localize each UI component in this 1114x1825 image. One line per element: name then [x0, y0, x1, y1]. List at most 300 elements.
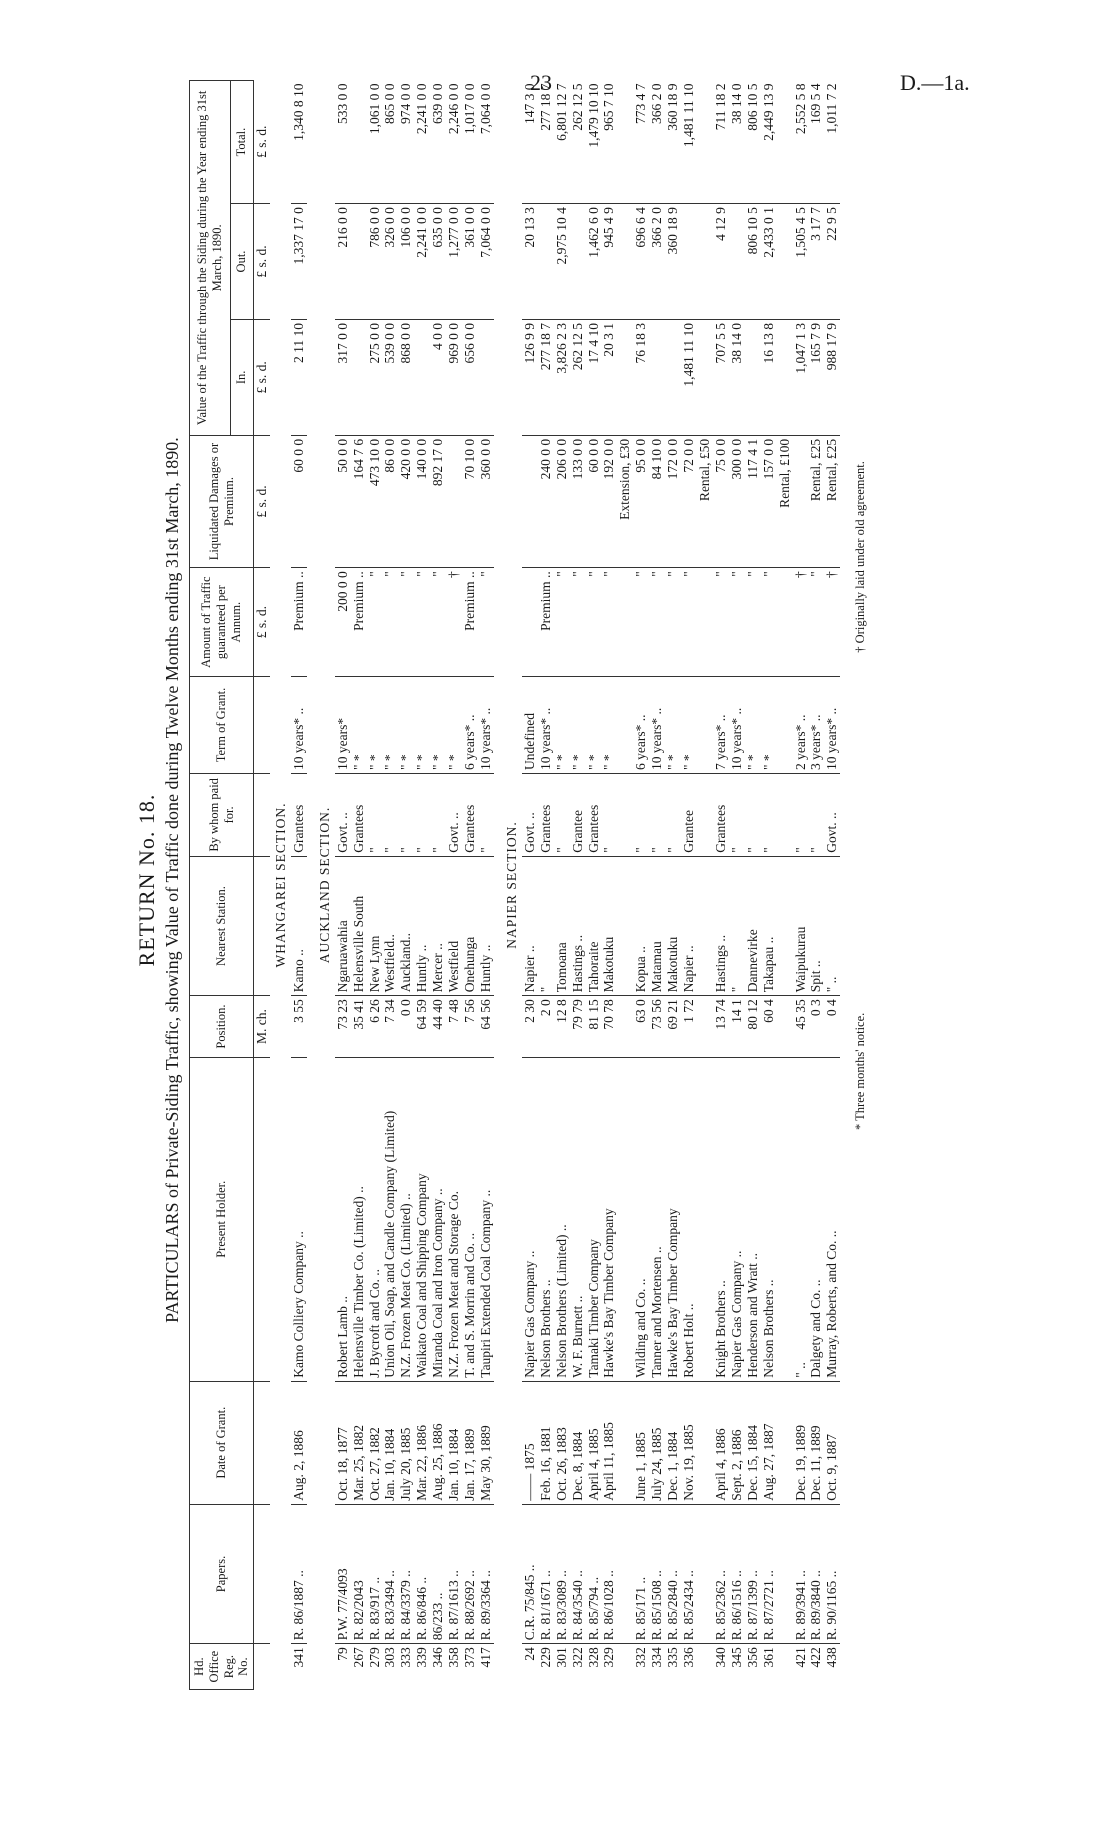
col-station: Nearest Station. — [190, 856, 254, 996]
cell-station: Tomoana — [554, 856, 570, 996]
cell-station: " — [729, 856, 745, 996]
cell-amount: " — [681, 568, 697, 677]
cell-reg — [777, 1644, 793, 1690]
cell-reg: 267 — [350, 1647, 366, 1668]
cell-damages — [522, 435, 538, 567]
return-table — [189, 80, 847, 1690]
cell-station: Waipukurau — [793, 856, 809, 996]
cell-in — [745, 319, 761, 435]
cell-in: 277 18 7 — [538, 319, 554, 435]
table-row — [808, 81, 824, 1690]
cell-holder: Nelson Brothers .. — [538, 1057, 554, 1381]
cell-holder: Tanner and Mortensen .. — [649, 1057, 665, 1381]
return-title: RETURN No. 18. — [134, 793, 159, 967]
table-row — [617, 81, 633, 1690]
cell-amount: " — [808, 568, 824, 677]
footnotes — [853, 70, 868, 1690]
cell-total: 7,064 0 0 — [478, 81, 494, 204]
cell-reg: 417 — [477, 1647, 493, 1668]
cell-in: 539 0 0 — [382, 319, 398, 435]
section-title: AUCKLAND SECTION. — [316, 806, 332, 964]
cell-pos: 64 56 — [478, 996, 494, 1057]
cell-amount: Premium .. — [462, 568, 478, 677]
cell-damages — [793, 435, 809, 567]
cell-term: " * — [398, 677, 414, 774]
cell-pos: 64 59 — [414, 996, 430, 1057]
col-papers: Papers. — [190, 1504, 254, 1644]
cell-station: Helensville South — [351, 856, 367, 996]
cell-term: " * — [665, 677, 681, 774]
cell-reg: 421 — [792, 1647, 808, 1668]
cell-holder: Robert Lamb .. — [335, 1057, 351, 1381]
cell-in: 317 0 0 — [335, 319, 351, 435]
cell-pos: 13 74 — [713, 996, 729, 1057]
cell-pos: 69 21 — [665, 996, 681, 1057]
cell-papers: R. 83/3494 .. — [382, 1504, 398, 1644]
cell-paid: " — [367, 773, 383, 856]
cell-pos: 63 0 — [633, 996, 649, 1057]
cell-damages: Rental, £25 — [808, 435, 824, 567]
cell-term: " * — [554, 677, 570, 774]
table-row — [446, 81, 462, 1690]
cell-in — [351, 319, 367, 435]
cell-total: 1,011 7 2 — [824, 81, 840, 204]
cell-reg: 334 — [649, 1647, 665, 1668]
cell-reg — [697, 1644, 713, 1690]
table-row — [522, 81, 538, 1690]
gap-cell — [494, 81, 501, 1690]
table-row — [601, 81, 617, 1690]
cell-papers: C.R. 75/845 .. — [522, 1504, 538, 1644]
col-amount: Amount of Traffic guaranteed per Annum. — [190, 568, 254, 677]
cell-total: 6,801 12 7 — [554, 81, 570, 204]
cell-pos: 2 30 — [522, 996, 538, 1057]
cell-amount: " — [382, 568, 398, 677]
cell-reg: 332 — [633, 1647, 649, 1668]
cell-amount: † — [793, 568, 809, 677]
cell-pos: 7 56 — [462, 996, 478, 1057]
cell-papers: R. 89/3364 .. — [478, 1504, 494, 1644]
cell-paid — [617, 773, 633, 856]
cell-papers: R. 87/1399 .. — [745, 1504, 761, 1644]
cell-station: New Lynn — [367, 856, 383, 996]
cell-amount: " — [649, 568, 665, 677]
cell-paid: " — [398, 773, 414, 856]
cell-paid: Govt. .. — [824, 773, 840, 856]
cell-amount — [777, 568, 793, 677]
cell-paid: Govt. .. — [335, 773, 351, 856]
cell-papers: R. 85/2434 .. — [681, 1504, 697, 1644]
cell-holder: Knight Brothers .. — [713, 1057, 729, 1381]
cell-station: Makotuku — [665, 856, 681, 996]
cell-damages: 206 0 0 — [554, 435, 570, 567]
cell-holder: Union Oil, Soap, and Candle Company (Limited) — [382, 1057, 398, 1381]
cell-amount: Premium .. — [291, 568, 307, 677]
cell-papers: P.W. 77/4093 — [335, 1504, 351, 1644]
cell-term: " * — [761, 677, 777, 774]
table-row — [745, 81, 761, 1690]
cell-holder: Hawke's Bay Timber Company — [665, 1057, 681, 1381]
table-row — [382, 81, 398, 1690]
cell-date: Oct. 9, 1887 — [824, 1381, 840, 1504]
cell-amount: " — [633, 568, 649, 677]
cell-reg: 328 — [585, 1647, 601, 1668]
cell-in: 868 0 0 — [398, 319, 414, 435]
footnote-dagger: † Originally laid under old agreement. — [853, 461, 868, 653]
cell-damages: 84 10 0 — [649, 435, 665, 567]
cell-damages: 300 0 0 — [729, 435, 745, 567]
cell-in: 656 0 0 — [462, 319, 478, 435]
cell-date: Sept. 2, 1886 — [729, 1381, 745, 1504]
section-title: NAPIER SECTION. — [503, 821, 519, 949]
cell-pos: 0 0 — [398, 996, 414, 1057]
cell-date: Dec. 11, 1889 — [808, 1381, 824, 1504]
cell-papers: R. 89/3941 .. — [793, 1504, 809, 1644]
cell-damages: Extension, £30 — [617, 435, 633, 567]
section-heading — [501, 81, 522, 1690]
cell-in: 969 0 0 — [446, 319, 462, 435]
cell-total: 806 10 5 — [745, 81, 761, 204]
cell-pos: 0 4 — [824, 996, 840, 1057]
cell-reg: 24 — [521, 1647, 537, 1661]
table-row — [793, 81, 809, 1690]
cell-in — [617, 319, 633, 435]
cell-pos: 7 34 — [382, 996, 398, 1057]
cell-paid: Govt. .. — [446, 773, 462, 856]
cell-in — [697, 319, 713, 435]
cell-term: 10 years* .. — [824, 677, 840, 774]
cell-damages: 95 0 0 — [633, 435, 649, 567]
cell-paid: " — [430, 773, 446, 856]
cell-holder: J. Bycroft and Co. .. — [367, 1057, 383, 1381]
cell-in: 20 3 1 — [601, 319, 617, 435]
cell-term: 10 years* .. — [649, 677, 665, 774]
table-row — [351, 81, 367, 1690]
cell-damages: 60 0 0 — [586, 435, 602, 567]
cell-holder: Helensville Timber Co. (Limited) .. — [351, 1057, 367, 1381]
cell-papers — [777, 1504, 793, 1644]
cell-total: 711 18 2 — [713, 81, 729, 204]
cell-station: Onehunga — [462, 856, 478, 996]
cell-papers: R. 81/1671 .. — [538, 1504, 554, 1644]
cell-date: April 4, 1886 — [713, 1381, 729, 1504]
cell-amount: Premium .. — [351, 568, 367, 677]
cell-papers: R. 85/1508 .. — [649, 1504, 665, 1644]
cell-term: 7 years* .. — [713, 677, 729, 774]
cell-holder: Murray, Roberts, and Co. .. — [824, 1057, 840, 1381]
cell-station: Westfield.. — [382, 856, 398, 996]
cell-term: " * — [586, 677, 602, 774]
col-date: Date of Grant. — [190, 1381, 254, 1504]
table-row — [824, 81, 840, 1690]
cell-out: 1,337 17 0 — [291, 204, 307, 320]
table-row — [570, 81, 586, 1690]
cell-pos: 73 23 — [335, 996, 351, 1057]
cell-holder: Hawke's Bay Timber Company — [601, 1057, 617, 1381]
cell-paid: " — [554, 773, 570, 856]
cell-total: 639 0 0 — [430, 81, 446, 204]
cell-out: 1,505 4 5 — [793, 204, 809, 320]
table-row — [649, 81, 665, 1690]
cell-damages: 192 0 0 — [601, 435, 617, 567]
cell-date: Dec. 15, 1884 — [745, 1381, 761, 1504]
table-row — [586, 81, 602, 1690]
cell-out: 2,433 0 1 — [761, 204, 777, 320]
cell-pos: 1 72 — [681, 996, 697, 1057]
cell-damages: 360 0 0 — [478, 435, 494, 567]
cell-papers: R. 84/3379 .. — [398, 1504, 414, 1644]
cell-pos: 2 0 — [538, 996, 554, 1057]
cell-papers: R. 86/1516 .. — [729, 1504, 745, 1644]
cell-amount: " — [745, 568, 761, 677]
cell-in: 76 18 3 — [633, 319, 649, 435]
col-out: Out. — [230, 204, 253, 320]
cell-papers: R. 85/2362 .. — [713, 1504, 729, 1644]
cell-in: 17 4 10 — [586, 319, 602, 435]
cell-damages: 473 10 0 — [367, 435, 383, 567]
cell-reg: 358 — [446, 1647, 462, 1668]
cell-amount — [522, 568, 538, 677]
cell-papers: R. 86/1887 .. — [291, 1504, 307, 1644]
cell-damages: 86 0 0 — [382, 435, 398, 567]
cell-reg: 229 — [537, 1647, 553, 1668]
cell-out: 216 0 0 — [335, 204, 351, 320]
cell-paid: Grantees — [713, 773, 729, 856]
cell-paid: " — [793, 773, 809, 856]
cell-damages: 75 0 0 — [713, 435, 729, 567]
cell-station: Ngaruawahia — [335, 856, 351, 996]
cell-paid — [697, 773, 713, 856]
cell-amount: " — [761, 568, 777, 677]
cell-reg: 373 — [462, 1647, 478, 1668]
cell-reg: 322 — [569, 1647, 585, 1668]
cell-holder: Wilding and Co. .. — [633, 1057, 649, 1381]
cell-holder: Tamaki Timber Company — [586, 1057, 602, 1381]
cell-total: 277 18 7 — [538, 81, 554, 204]
cell-reg: 303 — [382, 1647, 398, 1668]
cell-reg: 438 — [824, 1647, 840, 1668]
cell-paid: " — [414, 773, 430, 856]
cell-out: 361 0 0 — [462, 204, 478, 320]
cell-total: 2,552 5 8 — [793, 81, 809, 204]
cell-papers: 86/233 .. — [430, 1504, 446, 1644]
cell-station: Kamo .. — [291, 856, 307, 996]
cell-in: 4 0 0 — [430, 319, 446, 435]
table-row — [538, 81, 554, 1690]
cell-paid: " — [601, 773, 617, 856]
cell-date: May 30, 1889 — [478, 1381, 494, 1504]
cell-date: Mar. 25, 1882 — [351, 1381, 367, 1504]
cell-term: Undefined — [522, 677, 538, 774]
cell-out: 1,462 6 0 — [586, 204, 602, 320]
unit-position: M. ch. — [254, 996, 270, 1057]
cell-reg — [617, 1644, 633, 1690]
col-total: Total. — [230, 81, 253, 204]
cell-term: " * — [382, 677, 398, 774]
cell-reg: 301 — [553, 1647, 569, 1668]
cell-reg: 279 — [366, 1647, 382, 1668]
cell-date — [697, 1381, 713, 1504]
section-gap — [307, 81, 314, 1690]
cell-pos — [617, 996, 633, 1057]
cell-pos: 7 48 — [446, 996, 462, 1057]
cell-papers: R. 87/1613 .. — [446, 1504, 462, 1644]
cell-holder: Nelson Brothers .. — [761, 1057, 777, 1381]
cell-paid: Grantee — [681, 773, 697, 856]
cell-term: 2 years* .. — [793, 677, 809, 774]
cell-out: 326 0 0 — [382, 204, 398, 320]
cell-holder: " .. — [793, 1057, 809, 1381]
cell-station: " .. — [824, 856, 840, 996]
cell-reg: 79 — [334, 1647, 350, 1661]
cell-date: Aug. 27, 1887 — [761, 1381, 777, 1504]
cell-station: Hastings .. — [713, 856, 729, 996]
cell-out: 4 12 9 — [713, 204, 729, 320]
cell-date: Aug. 25, 1886 — [430, 1381, 446, 1504]
table-row — [729, 81, 745, 1690]
col-paid-for: By whom paid for. — [190, 773, 254, 856]
cell-date: Aug. 2, 1886 — [291, 1381, 307, 1504]
cell-paid: Govt. .. — [522, 773, 538, 856]
cell-total: 1,481 11 10 — [681, 81, 697, 204]
cell-in: 165 7 9 — [808, 319, 824, 435]
cell-amount: " — [713, 568, 729, 677]
table-row — [777, 81, 793, 1690]
cell-paid: " — [808, 773, 824, 856]
cell-station: Spit .. — [808, 856, 824, 996]
cell-amount: " — [601, 568, 617, 677]
table-row — [697, 81, 713, 1690]
cell-amount — [697, 568, 713, 677]
cell-reg: 340 — [712, 1647, 728, 1668]
table-row — [430, 81, 446, 1690]
cell-total: 1,479 10 10 — [586, 81, 602, 204]
cell-papers: R. 85/171 .. — [633, 1504, 649, 1644]
cell-paid: Grantees — [586, 773, 602, 856]
cell-holder: Miranda Coal and Iron Company .. — [430, 1057, 446, 1381]
cell-total: 2,241 0 0 — [414, 81, 430, 204]
table-row — [414, 81, 430, 1690]
cell-reg: 329 — [601, 1647, 617, 1668]
cell-pos — [777, 996, 793, 1057]
table-body — [254, 81, 848, 1690]
cell-total: 865 0 0 — [382, 81, 398, 204]
cell-total: 262 12 5 — [570, 81, 586, 204]
cell-station: Napier .. — [681, 856, 697, 996]
cell-holder: Nelson Brothers (Limited) .. — [554, 1057, 570, 1381]
cell-reg: 346 — [430, 1647, 446, 1668]
cell-station: Hastings .. — [570, 856, 586, 996]
gap-cell — [840, 81, 847, 1690]
cell-date — [777, 1381, 793, 1504]
cell-out: 22 9 5 — [824, 204, 840, 320]
cell-out — [697, 204, 713, 320]
table-row — [761, 81, 777, 1690]
cell-date: Dec. 8, 1884 — [570, 1381, 586, 1504]
cell-station: Westfield — [446, 856, 462, 996]
cell-station: Huntly .. — [478, 856, 494, 996]
cell-reg: 335 — [665, 1647, 681, 1668]
unit-amount: £ s. d. — [254, 568, 270, 677]
cell-holder: Waikato Coal and Shipping Company — [414, 1057, 430, 1381]
cell-in — [665, 319, 681, 435]
cell-holder: W. F. Burnett .. — [570, 1057, 586, 1381]
cell-total: 1,340 8 10 — [291, 81, 307, 204]
table-row — [681, 81, 697, 1690]
cell-holder — [777, 1057, 793, 1381]
cell-in: 126 9 9 — [522, 319, 538, 435]
cell-papers: R. 87/2721 .. — [761, 1504, 777, 1644]
cell-damages: 72 0 0 — [681, 435, 697, 567]
cell-damages: 240 0 0 — [538, 435, 554, 567]
cell-papers: R. 86/846 .. — [414, 1504, 430, 1644]
cell-amount: 200 0 0 — [335, 568, 351, 677]
cell-total: 1,017 0 0 — [462, 81, 478, 204]
cell-date: Feb. 16, 1881 — [538, 1381, 554, 1504]
cell-term: " * — [601, 677, 617, 774]
cell-term: 10 years* .. — [291, 677, 307, 774]
cell-pos — [697, 996, 713, 1057]
cell-paid: " — [382, 773, 398, 856]
cell-date: Dec. 19, 1889 — [793, 1381, 809, 1504]
cell-station: Huntly .. — [414, 856, 430, 996]
cell-date: Oct. 27, 1882 — [367, 1381, 383, 1504]
cell-date — [617, 1381, 633, 1504]
cell-out: 945 4 9 — [601, 204, 617, 320]
cell-pos: 45 35 — [793, 996, 809, 1057]
cell-damages: 133 0 0 — [570, 435, 586, 567]
cell-total: 2,449 13 9 — [761, 81, 777, 204]
cell-reg: 333 — [398, 1647, 414, 1668]
cell-term: " * — [570, 677, 586, 774]
gap-cell — [307, 81, 314, 1690]
cell-date: Jan. 17, 1889 — [462, 1381, 478, 1504]
cell-amount: " — [430, 568, 446, 677]
cell-station — [617, 856, 633, 996]
cell-in — [777, 319, 793, 435]
table-row — [478, 81, 494, 1690]
cell-paid: " — [745, 773, 761, 856]
section-heading — [270, 81, 291, 1690]
cell-paid: Grantees — [291, 773, 307, 856]
table-row — [367, 81, 383, 1690]
cell-damages: 140 0 0 — [414, 435, 430, 567]
cell-term: 10 years* — [335, 677, 351, 774]
cell-total: 366 2 0 — [649, 81, 665, 204]
cell-in: 2 11 10 — [291, 319, 307, 435]
cell-holder: T. and S. Morrin and Co. .. — [462, 1057, 478, 1381]
cell-pos: 79 79 — [570, 996, 586, 1057]
cell-damages: Rental, £25 — [824, 435, 840, 567]
cell-out — [729, 204, 745, 320]
cell-holder: Napier Gas Company .. — [522, 1057, 538, 1381]
cell-out: 366 2 0 — [649, 204, 665, 320]
cell-damages: 117 4 1 — [745, 435, 761, 567]
cell-in: 988 17 9 — [824, 319, 840, 435]
cell-in: 1,047 1 3 — [793, 319, 809, 435]
cell-term: 10 years* .. — [729, 677, 745, 774]
cell-papers: R. 88/2692 .. — [462, 1504, 478, 1644]
cell-date: Nov. 19, 1885 — [681, 1381, 697, 1504]
cell-station: " — [538, 856, 554, 996]
cell-pos: 80 12 — [745, 996, 761, 1057]
cell-out: 106 0 0 — [398, 204, 414, 320]
table-row — [554, 81, 570, 1690]
cell-date: Mar. 22, 1886 — [414, 1381, 430, 1504]
cell-total: 147 3 0 — [522, 81, 538, 204]
table-row — [665, 81, 681, 1690]
cell-in: 1,481 11 10 — [681, 319, 697, 435]
